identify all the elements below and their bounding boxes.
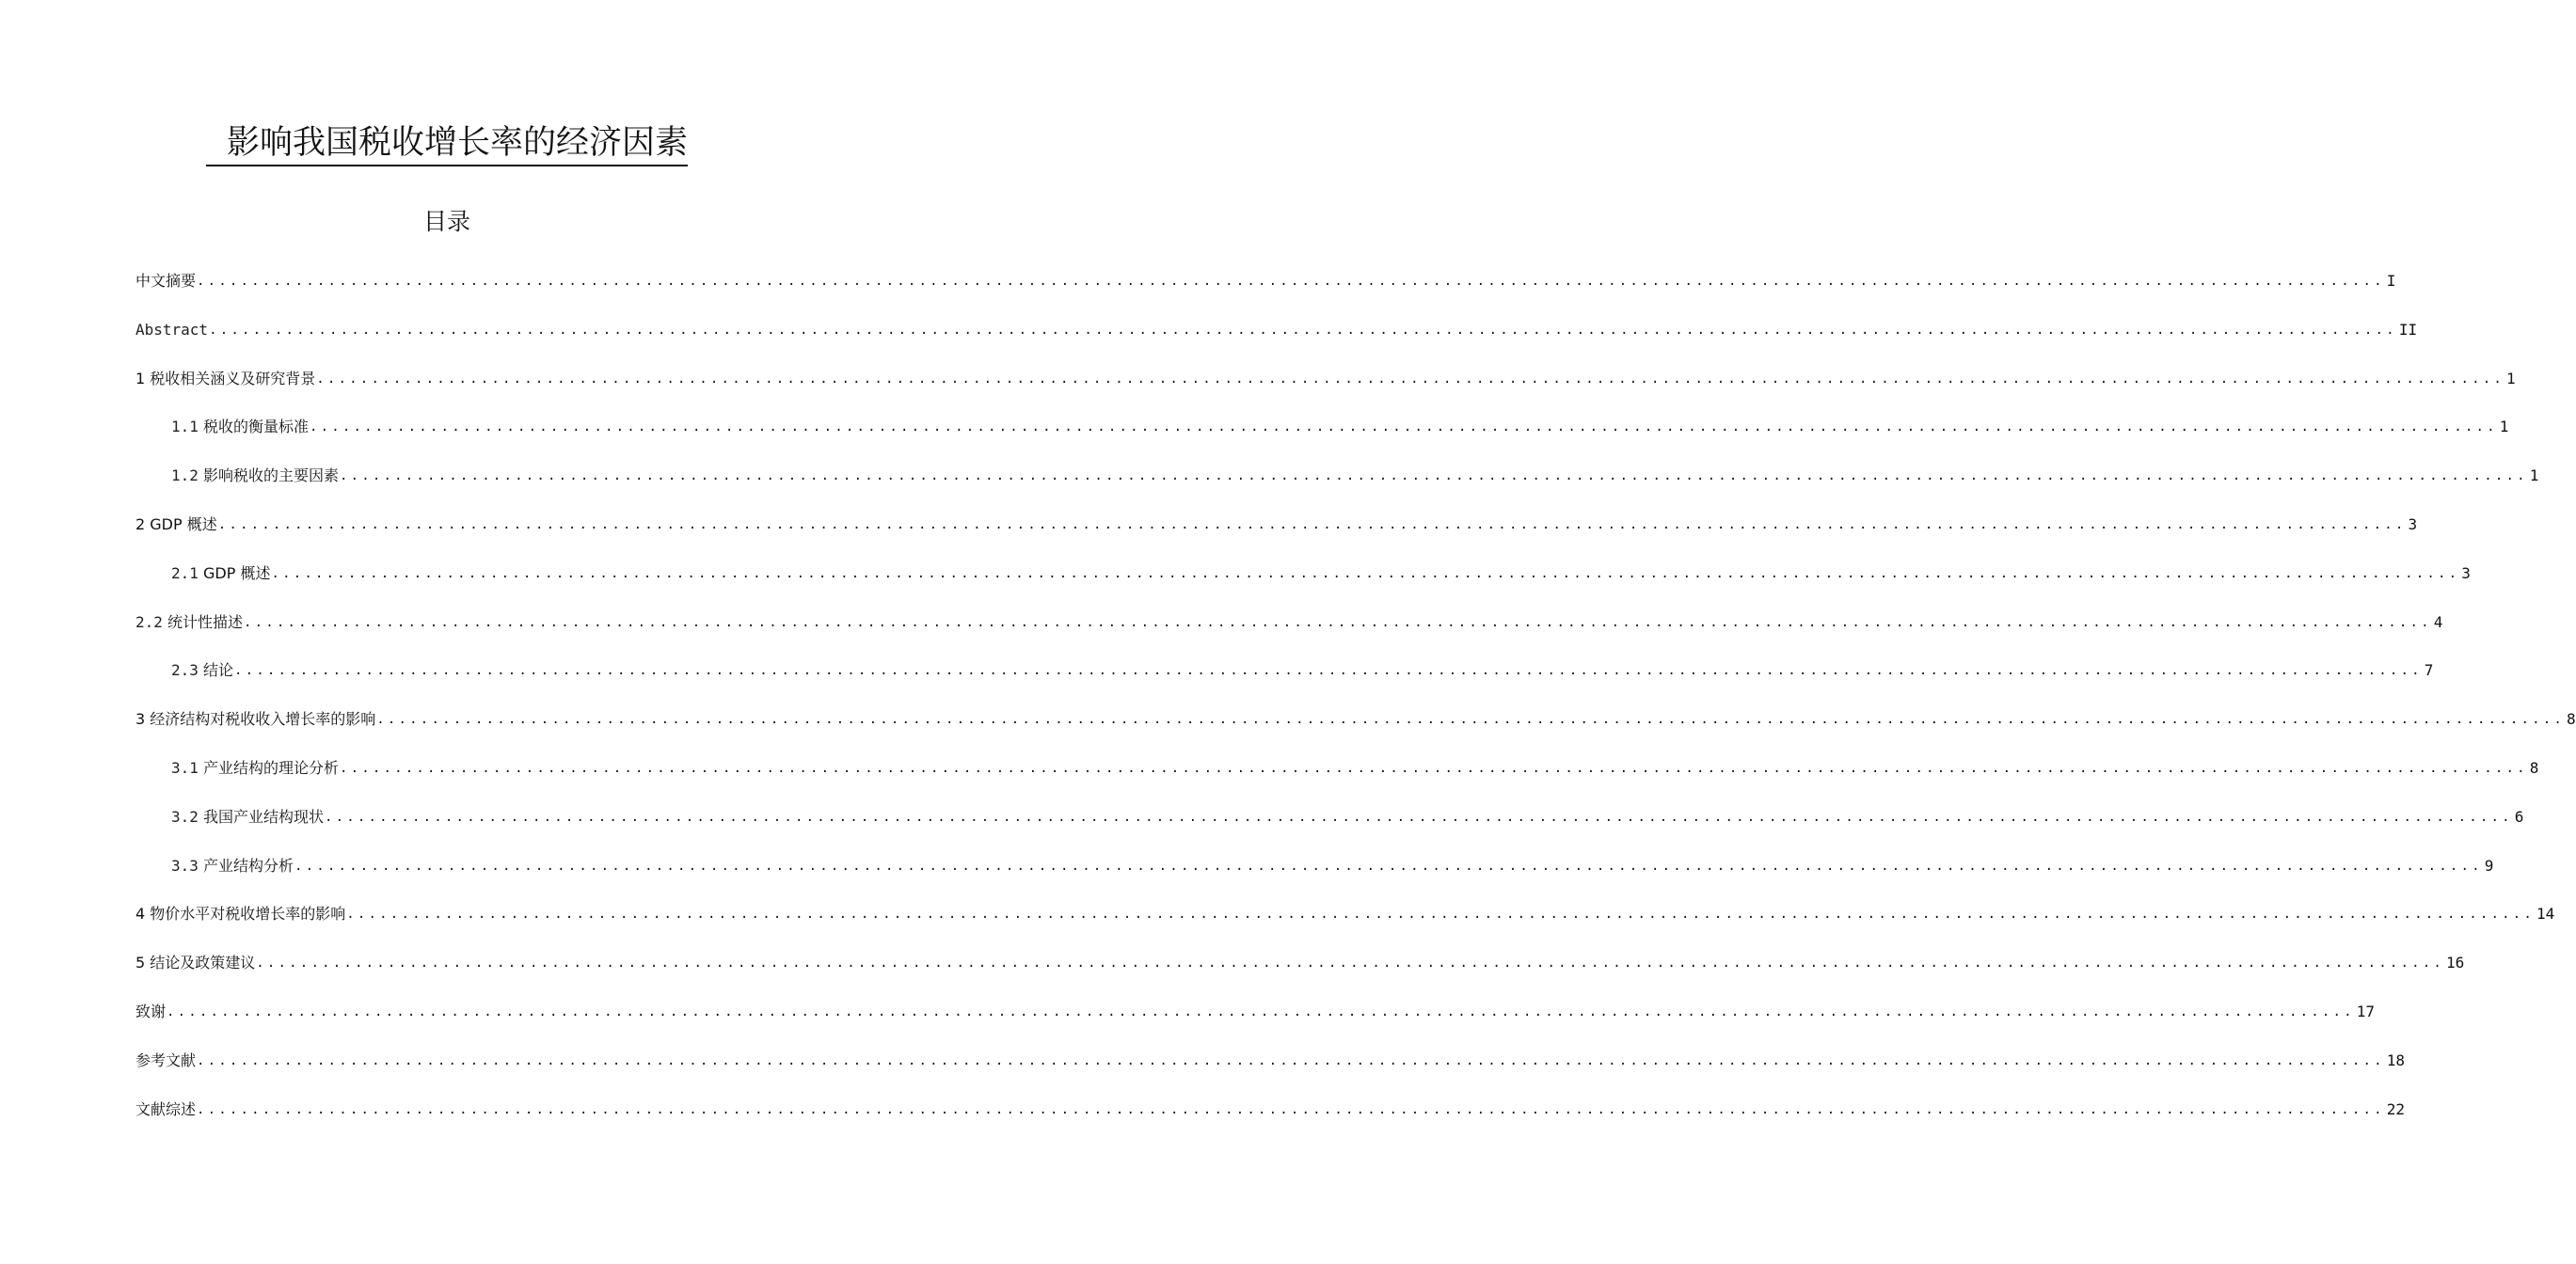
toc-entry-label xyxy=(135,1002,166,1022)
toc-entry-text: 致谢 xyxy=(135,1003,167,1020)
toc-entry-page-number: 16 xyxy=(2446,954,2465,972)
toc-entry[interactable] xyxy=(171,799,2524,828)
toc-entry-label xyxy=(171,466,339,486)
toc-entry-text: GDP 概述 xyxy=(203,563,271,582)
toc-entry-number: 1.2 xyxy=(171,466,199,485)
toc-entry[interactable] xyxy=(135,1043,2406,1071)
toc-entry-text: 物价水平对税收增长率的影响 xyxy=(150,905,346,924)
toc-entry-text: 税收相关涵义及研究背景 xyxy=(150,369,316,387)
toc-entry[interactable] xyxy=(135,263,2396,292)
toc-entry-number: 1 xyxy=(135,369,146,387)
toc-entry-number: 5 xyxy=(135,954,146,972)
toc-entry-page-number: 9 xyxy=(2484,856,2494,875)
toc-entry-label xyxy=(135,612,243,633)
toc-entry-page-number: 3 xyxy=(2461,563,2471,582)
toc-entry-text: 结论及政策建议 xyxy=(150,954,256,972)
toc-entry-text: 结论 xyxy=(203,661,234,680)
toc-entry-text: 影响税收的主要因素 xyxy=(203,466,340,485)
toc-dot-leader: ........................................................................................................................................................................................................ xyxy=(197,274,2385,289)
toc-entry-label xyxy=(135,904,345,924)
toc-entry[interactable] xyxy=(171,458,2539,486)
toc-entry[interactable] xyxy=(135,702,2576,730)
toc-entry[interactable] xyxy=(135,896,2555,924)
toc-entry-label xyxy=(171,856,294,877)
toc-entry-number: 1.1 xyxy=(171,418,199,436)
toc-dot-leader: ........................................................................................................................................................................................................ xyxy=(310,419,2498,435)
toc-entry-page-number: 4 xyxy=(2433,612,2443,631)
toc-entry-page-number: 3 xyxy=(2408,515,2418,533)
toc-entry-text: 参考文献 xyxy=(135,1051,197,1069)
toc-entry[interactable] xyxy=(135,994,2376,1022)
toc-entry-number: 3.2 xyxy=(171,807,199,826)
toc-entry-label xyxy=(171,807,324,828)
toc-entry-number: 2.1 xyxy=(171,563,199,582)
toc-entry-page-number: 22 xyxy=(2386,1099,2406,1118)
toc-entry-text: 税收的衡量标准 xyxy=(203,418,310,436)
toc-entry-label xyxy=(135,369,315,389)
toc-entry[interactable] xyxy=(171,653,2434,681)
toc-entry[interactable] xyxy=(171,556,2471,584)
toc-dot-leader: ........................................................................................................................................................................................................ xyxy=(340,468,2528,484)
toc-entry[interactable] xyxy=(171,409,2509,437)
toc-entry-page-number: 1 xyxy=(2499,418,2509,436)
toc-entry-text: 我国产业结构现状 xyxy=(203,807,325,826)
toc-entry-number: 3 xyxy=(135,710,146,729)
toc-dot-leader: ........................................................................................................................................................................................................ xyxy=(167,1004,2355,1019)
toc-dot-leader: ........................................................................................................................................................................................................ xyxy=(340,761,2528,776)
toc-entry[interactable] xyxy=(135,945,2465,973)
toc-entry-label xyxy=(135,271,196,292)
toc-entry[interactable] xyxy=(135,312,2418,340)
toc-dot-leader: ........................................................................................................................................................................................................ xyxy=(346,907,2536,923)
toc-entry-number: 3.1 xyxy=(171,759,199,777)
toc-entry-label xyxy=(171,563,270,584)
toc-entry[interactable] xyxy=(135,507,2418,535)
toc-dot-leader: ........................................................................................................................................................................................................ xyxy=(234,663,2423,679)
toc-entry-text: 文献综述 xyxy=(135,1099,197,1118)
toc-entry-label xyxy=(135,320,208,340)
toc-entry-text: 统计性描述 xyxy=(167,612,244,631)
toc-entry-label xyxy=(135,709,375,730)
toc-dot-leader: ........................................................................................................................................................................................................ xyxy=(294,858,2483,874)
toc-dot-leader: ........................................................................................................................................................................................................ xyxy=(209,322,2397,338)
toc-entry-page-number: 8 xyxy=(2567,710,2576,729)
toc-entry-page-number: II xyxy=(2398,320,2418,339)
toc-entry-page-number: 1 xyxy=(2506,369,2516,387)
toc-entry-text: 产业结构分析 xyxy=(203,856,294,875)
toc-entry[interactable] xyxy=(135,361,2516,389)
toc-entry-page-number: 6 xyxy=(2514,807,2524,826)
toc-heading: 目录 xyxy=(422,208,470,235)
toc-entry-page-number: 18 xyxy=(2386,1051,2406,1069)
toc-entry-text: Abstract xyxy=(135,320,209,339)
toc-entry-text: 产业结构的理论分析 xyxy=(203,759,340,777)
toc-entry-text: GDP 概述 xyxy=(150,515,217,533)
toc-dot-leader: ........................................................................................................................................................................................................ xyxy=(244,614,2432,630)
toc-entry-page-number: 1 xyxy=(2529,466,2539,485)
toc-entry[interactable] xyxy=(135,605,2443,633)
toc-entry-number: 2.3 xyxy=(171,661,199,680)
toc-dot-leader: ........................................................................................................................................................................................................ xyxy=(376,712,2566,728)
toc-dot-leader: ........................................................................................................................................................................................................ xyxy=(217,517,2407,532)
toc-entry-label xyxy=(171,417,309,437)
toc-entry-label xyxy=(171,758,339,779)
toc-entry[interactable] xyxy=(171,848,2494,877)
toc-dot-leader: ........................................................................................................................................................................................................ xyxy=(316,371,2505,387)
toc-entry-text: 中文摘要 xyxy=(135,272,197,290)
toc-entry-number: 4 xyxy=(135,905,146,924)
toc-entry-page-number: 17 xyxy=(2356,1003,2376,1020)
toc-dot-leader: ........................................................................................................................................................................................................ xyxy=(197,1101,2385,1117)
toc-entry-number: 2.2 xyxy=(135,612,163,631)
toc-entry-page-number: 8 xyxy=(2529,759,2539,777)
toc-entry-label xyxy=(135,1051,196,1071)
toc-entry-number: 2 xyxy=(135,515,146,533)
toc-entry-page-number: I xyxy=(2386,272,2396,290)
toc-entry[interactable] xyxy=(171,750,2539,779)
toc-dot-leader: ........................................................................................................................................................................................................ xyxy=(271,565,2460,581)
toc-dot-leader: ........................................................................................................................................................................................................ xyxy=(325,809,2513,825)
toc-entry-number: 3.3 xyxy=(171,856,199,875)
toc-entry-text: 经济结构对税收收入增长率的影响 xyxy=(150,710,376,729)
toc-entry-label xyxy=(135,953,255,973)
document-title-text: 影响我国税收增长率的经济因素 xyxy=(206,122,688,166)
toc-entry-label xyxy=(171,660,233,681)
toc-entry-label xyxy=(135,1099,196,1120)
toc-dot-leader: ........................................................................................................................................................................................................ xyxy=(256,956,2445,972)
toc-dot-leader: ........................................................................................................................................................................................................ xyxy=(197,1052,2385,1068)
toc-entry[interactable] xyxy=(135,1092,2406,1120)
toc-entry-page-number: 7 xyxy=(2424,661,2434,680)
toc-entry-page-number: 14 xyxy=(2536,905,2555,924)
document-title xyxy=(0,120,894,166)
toc-entry-label xyxy=(135,514,217,535)
